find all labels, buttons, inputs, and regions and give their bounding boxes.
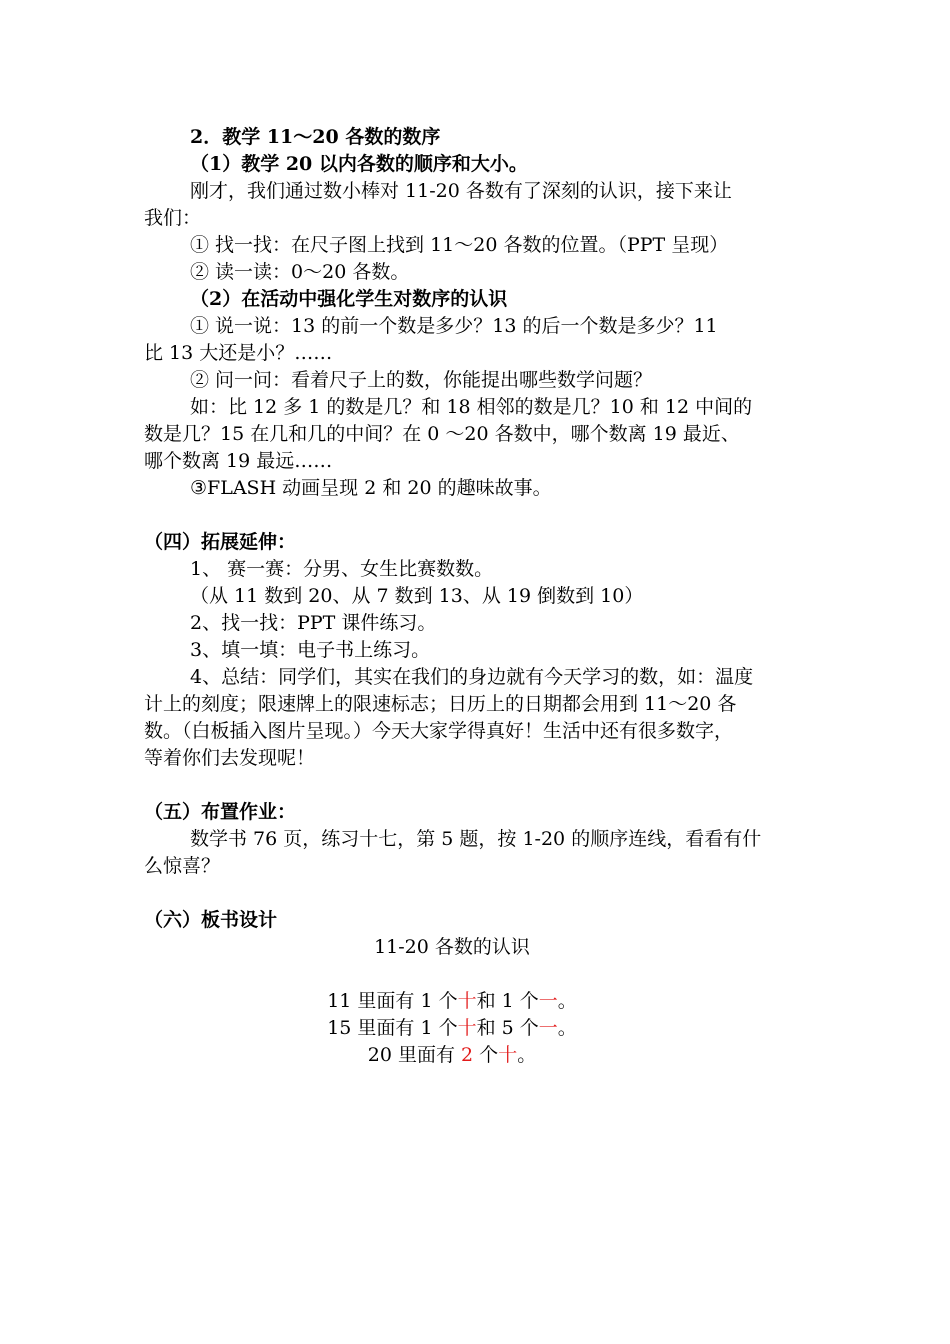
board-row-11-one: 一: [538, 990, 558, 1012]
board-row-11-ten: 十: [457, 990, 477, 1012]
section-5-line1: 数学书 76 页，练习十七，第 5 题，按 1-20 的顺序连线，看看有什: [190, 828, 762, 850]
paragraph-intro-line1: 刚才，我们通过数小棒对 11-20 各数有了深刻的认识，接下来让: [190, 180, 732, 202]
section-2-title: 2．教学 11～20 各数的数序: [190, 126, 441, 148]
board-row-15-end: 。: [557, 1017, 577, 1039]
board-row-15-ten: 十: [457, 1017, 477, 1039]
board-row-20: [0, 1042, 904, 1068]
board-row-11-text-c: 和 1 个: [476, 990, 539, 1012]
section-4-line4: 3、填一填：电子书上练习。: [190, 639, 431, 661]
section-4-heading: （四）拓展延伸：: [144, 531, 297, 553]
example-line2: 数是几？15 在几和几的中间？在 0 ～20 各数中，哪个数离 19 最近、: [144, 423, 740, 445]
list-item-say-line2: 比 13 大还是小？……: [144, 342, 333, 364]
board-title: 11-20 各数的认识: [374, 936, 530, 958]
section-6-heading: （六）板书设计: [144, 909, 278, 931]
list-item-flash: ③FLASH 动画呈现 2 和 20 的趣味故事。: [190, 477, 552, 499]
section-5-line2: 么惊喜？: [144, 855, 221, 877]
section-4-line2: （从 11 数到 20、从 7 数到 13、从 19 倒数到 10）: [190, 585, 644, 607]
section-4-line1: 1、 赛一赛：分男、女生比赛数数。: [190, 558, 494, 580]
board-row-20-two: 2: [461, 1044, 474, 1066]
subsection-1-heading: （1）教学 20 以内各数的顺序和大小。: [190, 153, 528, 175]
list-item-find: ① 找一找：在尺子图上找到 11～20 各数的位置。（PPT 呈现）: [190, 234, 729, 256]
board-row-20-text-a: 20 里面有: [367, 1044, 462, 1066]
paragraph-intro-line2: 我们：: [144, 207, 202, 229]
section-4-line3: 2、找一找：PPT 课件练习。: [190, 612, 437, 634]
example-line3: 哪个数离 19 最远……: [144, 450, 333, 472]
board-row-15-one: 一: [538, 1017, 558, 1039]
board-row-15-text-a: 15 里面有 1 个: [327, 1017, 458, 1039]
board-row-20-end: 。: [517, 1044, 537, 1066]
section-4-line6: 计上的刻度；限速牌上的限速标志；日历上的日期都会用到 11～20 各: [144, 693, 737, 715]
section-4-line8: 等着你们去发现呢！: [144, 747, 316, 769]
board-row-20-ten: 十: [498, 1044, 518, 1066]
board-row-11-text-a: 11 里面有 1 个: [327, 990, 458, 1012]
subsection-2-heading: （2）在活动中强化学生对数序的认识: [190, 288, 508, 310]
example-line1: 如：比 12 多 1 的数是几？和 18 相邻的数是几？10 和 12 中间的: [190, 396, 753, 418]
list-item-read: ② 读一读：0～20 各数。: [190, 261, 410, 283]
board-row-11-end: 。: [557, 990, 577, 1012]
list-item-ask: ② 问一问：看着尺子上的数，你能提出哪些数学问题？: [190, 369, 653, 391]
section-4-line5: 4、总结：同学们，其实在我们的身边就有今天学习的数，如：温度: [190, 666, 754, 688]
section-4-line7: 数。（白板插入图片呈现。）今天大家学得真好！生活中还有很多数字，: [144, 720, 734, 742]
board-row-11: [0, 988, 904, 1014]
section-5-heading: （五）布置作业：: [144, 801, 297, 823]
board-row-15-text-c: 和 5 个: [476, 1017, 539, 1039]
list-item-say-line1: ① 说一说：13 的前一个数是多少？13 的后一个数是多少？11: [190, 315, 718, 337]
board-row-20-text-c: 个: [473, 1044, 499, 1066]
board-row-15: [0, 1015, 904, 1041]
